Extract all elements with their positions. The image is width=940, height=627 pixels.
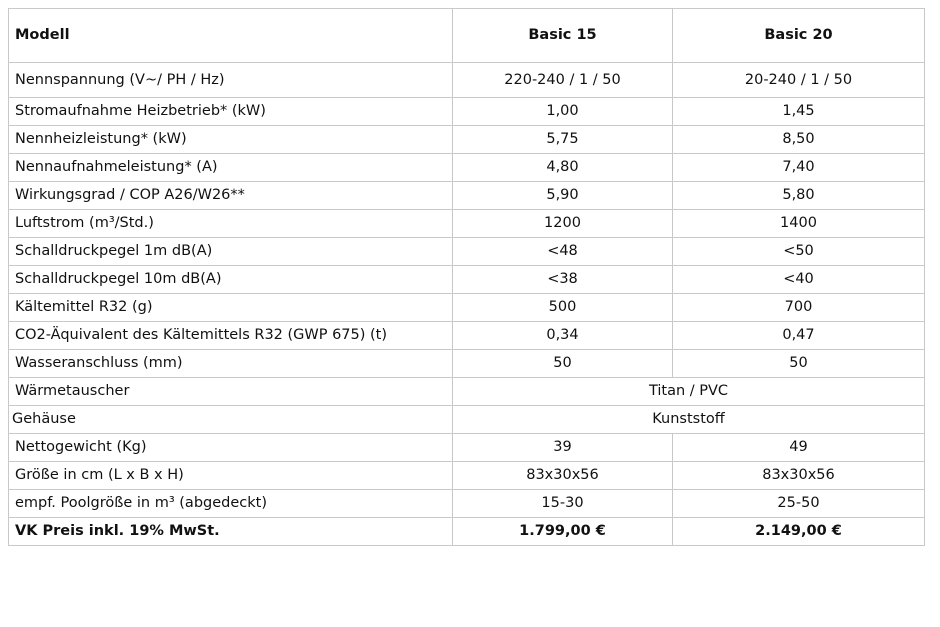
row-label: Wasseranschluss (mm) xyxy=(9,350,453,378)
row-value-basic-20: 25-50 xyxy=(673,490,925,518)
row-label: Schalldruckpegel 1m dB(A) xyxy=(9,238,453,266)
row-value-basic-20: 0,47 xyxy=(673,322,925,350)
table-row xyxy=(9,266,925,294)
row-label: Nennaufnahmeleistung* (A) xyxy=(9,154,453,182)
price-basic-20: 2.149,00 € xyxy=(673,518,925,546)
row-label: empf. Poolgröße in m³ (abgedeckt) xyxy=(9,490,453,518)
row-label: Nettogewicht (Kg) xyxy=(9,434,453,462)
row-value-basic-15: 39 xyxy=(453,434,673,462)
table-row xyxy=(9,294,925,322)
table-row xyxy=(9,322,925,350)
header-model-label: Modell xyxy=(9,9,453,63)
table-row-merged xyxy=(9,406,925,434)
row-value-basic-20: 5,80 xyxy=(673,182,925,210)
table-row xyxy=(9,210,925,238)
row-label: Schalldruckpegel 10m dB(A) xyxy=(9,266,453,294)
table-row xyxy=(9,126,925,154)
row-label: Nennheizleistung* (kW) xyxy=(9,126,453,154)
row-value-basic-15: 50 xyxy=(453,350,673,378)
row-label: CO2-Äquivalent des Kältemittels R32 (GWP 675) (t) xyxy=(9,322,453,350)
row-value-basic-20: 20-240 / 1 / 50 xyxy=(673,63,925,98)
row-value-basic-20: <50 xyxy=(673,238,925,266)
row-value-shared: Titan / PVC xyxy=(453,378,925,406)
row-label: Größe in cm (L x B x H) xyxy=(9,462,453,490)
row-label: Wärmetauscher xyxy=(9,378,453,406)
row-value-basic-15: 220-240 / 1 / 50 xyxy=(453,63,673,98)
row-value-basic-15: 500 xyxy=(453,294,673,322)
row-value-basic-15: <48 xyxy=(453,238,673,266)
row-value-basic-15: 5,90 xyxy=(453,182,673,210)
row-label: Stromaufnahme Heizbetrieb* (kW) xyxy=(9,98,453,126)
table-row xyxy=(9,182,925,210)
row-label: Nennspannung (V~/ PH / Hz) xyxy=(9,63,453,98)
price-label: VK Preis inkl. 19% MwSt. xyxy=(9,518,453,546)
row-value-basic-20: 700 xyxy=(673,294,925,322)
row-label: Gehäuse xyxy=(9,406,453,434)
spec-table xyxy=(8,8,925,546)
price-row xyxy=(9,518,925,546)
row-label: Wirkungsgrad / COP A26/W26** xyxy=(9,182,453,210)
table-header-row xyxy=(9,9,925,63)
row-value-shared: Kunststoff xyxy=(453,406,925,434)
header-basic-20: Basic 20 xyxy=(673,9,925,63)
price-basic-15: 1.799,00 € xyxy=(453,518,673,546)
row-value-basic-20: 49 xyxy=(673,434,925,462)
row-value-basic-15: 4,80 xyxy=(453,154,673,182)
table-row xyxy=(9,238,925,266)
row-value-basic-20: 83x30x56 xyxy=(673,462,925,490)
table-row xyxy=(9,490,925,518)
row-value-basic-15: 83x30x56 xyxy=(453,462,673,490)
row-value-basic-20: 1400 xyxy=(673,210,925,238)
table-row xyxy=(9,154,925,182)
row-value-basic-15: 0,34 xyxy=(453,322,673,350)
row-value-basic-15: 1200 xyxy=(453,210,673,238)
table-row xyxy=(9,434,925,462)
row-value-basic-15: 15-30 xyxy=(453,490,673,518)
row-value-basic-15: <38 xyxy=(453,266,673,294)
row-label: Kältemittel R32 (g) xyxy=(9,294,453,322)
table-row xyxy=(9,462,925,490)
row-value-basic-15: 5,75 xyxy=(453,126,673,154)
row-value-basic-20: <40 xyxy=(673,266,925,294)
row-value-basic-20: 1,45 xyxy=(673,98,925,126)
row-value-basic-20: 7,40 xyxy=(673,154,925,182)
row-value-basic-20: 50 xyxy=(673,350,925,378)
table-row-merged xyxy=(9,378,925,406)
row-label: Luftstrom (m³/Std.) xyxy=(9,210,453,238)
table-row xyxy=(9,98,925,126)
row-value-basic-15: 1,00 xyxy=(453,98,673,126)
row-value-basic-20: 8,50 xyxy=(673,126,925,154)
table-row xyxy=(9,63,925,98)
header-basic-15: Basic 15 xyxy=(453,9,673,63)
table-row xyxy=(9,350,925,378)
